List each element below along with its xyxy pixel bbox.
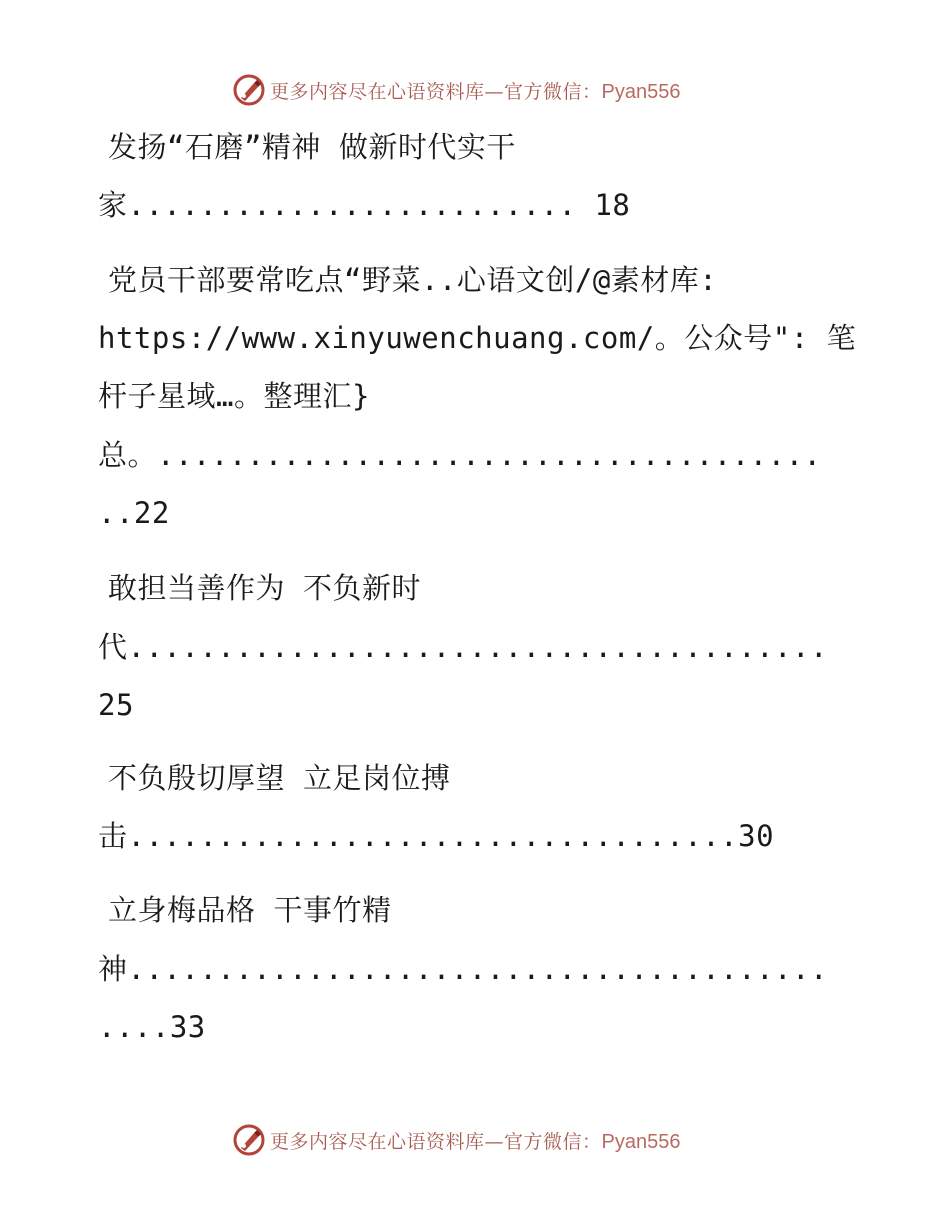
header-banner [232,70,712,110]
pen-logo-icon [232,73,266,107]
toc-line: 党员干部要常吃点“野菜..心语文创/@素材库: [108,263,718,297]
footer-banner [232,1120,712,1160]
toc-line: 25 [98,688,134,722]
toc-line: 代....................................... [98,630,828,664]
toc-line: 敢担当善作为 不负新时 [108,571,421,605]
header-banner-text [270,77,680,104]
footer-banner-text [270,1127,680,1154]
footer-banner-label: 更多内容尽在心语资料库—官方微信： [270,1130,602,1153]
toc-line: 发扬“石磨”精神 做新时代实干 [108,130,516,164]
toc-line: 立身梅品格 干事竹精 [108,893,392,927]
toc-line: 杆子星域…。整理汇} [98,379,370,413]
toc-line: 不负殷切厚望 立足岗位搏 [108,761,451,795]
pen-logo-icon [232,1123,266,1157]
toc-line: 家......................... 18 [98,188,631,222]
header-wechat-id: Pyan556 [601,80,681,103]
toc-line: https://www.xinyuwenchuang.com/。公众号": 笔 [98,321,857,355]
toc-line: 击..................................30 [98,819,775,853]
footer-wechat-id: Pyan556 [601,1130,681,1153]
toc-line: 神....................................... [98,952,828,986]
toc-line: 总。..................................... [98,438,822,472]
toc-line: ..22 [98,496,170,530]
header-banner-label: 更多内容尽在心语资料库—官方微信： [270,80,602,103]
toc-line: ....33 [98,1010,206,1044]
